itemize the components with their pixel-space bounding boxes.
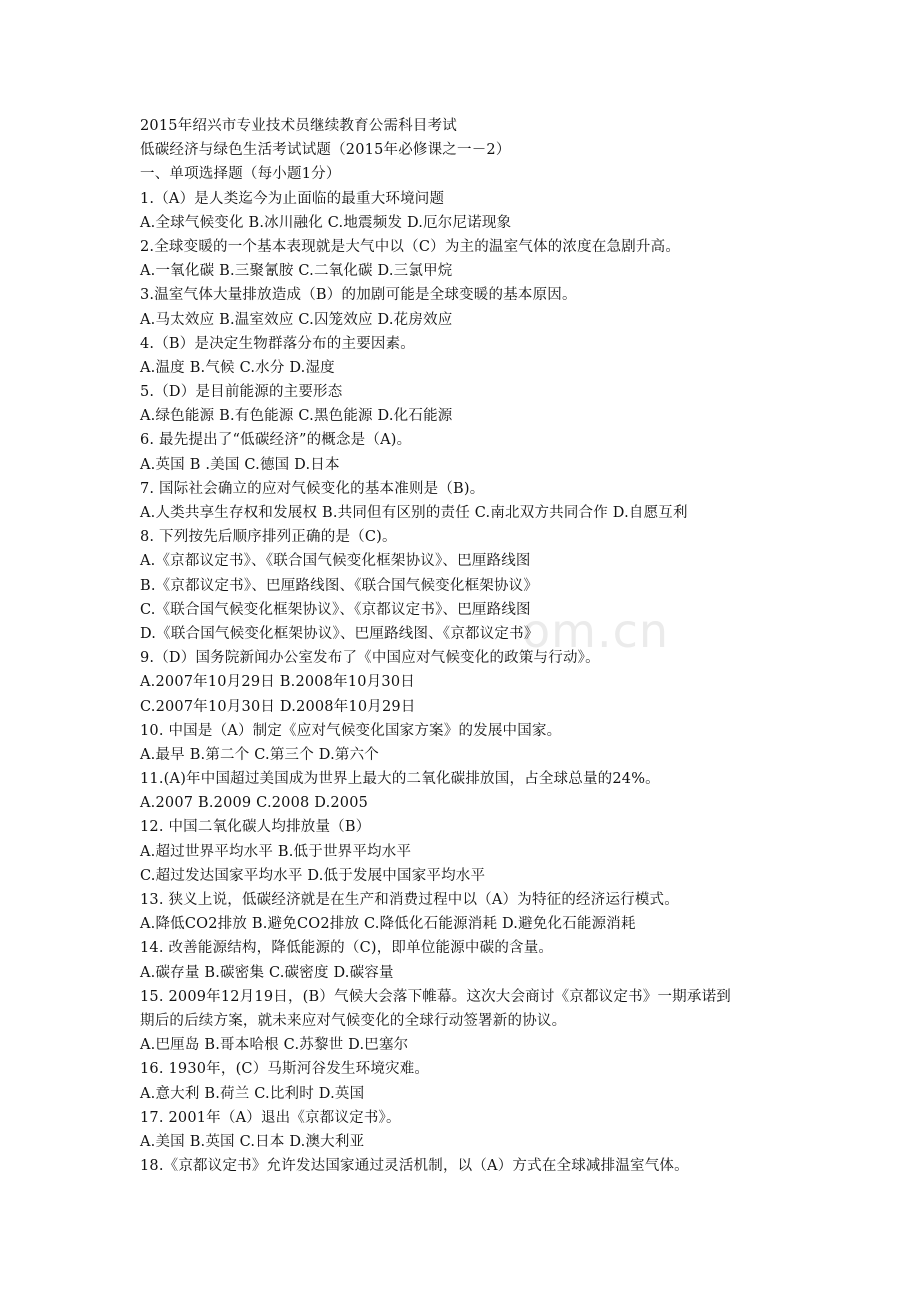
question-9: 9.（D）国务院新闻办公室发布了《中国应对气候变化的政策与行动》。 <box>140 650 600 667</box>
options-9-cd: C.2007年10月30日 D.2008年10月29日 <box>140 698 416 715</box>
question-1: 1.（A）是人类迄今为止面临的最重大环境问题 <box>140 190 445 207</box>
options-2: A.一氧化碳 B.三聚氰胺 C.二氧化碳 D.三氯甲烷 <box>140 263 453 280</box>
question-15-line2: 期后的后续方案，就未来应对气候变化的全球行动签署新的协议。 <box>140 1012 567 1029</box>
question-15-line1: 15. 2009年12月19日，(B）气候大会落下帷幕。这次大会商讨《京都议定书》一期承诺到 <box>140 988 731 1005</box>
question-3: 3.温室气体大量排放造成（B）的加剧可能是全球变暖的基本原因。 <box>140 287 577 304</box>
options-13: A.降低CO2排放 B.避免CO2排放 C.降低化石能源消耗 D.避免化石能源消耗 <box>140 916 636 933</box>
doc-subtitle: 低碳经济与绿色生活考试试题（2015年必修课之一－2） <box>140 142 511 159</box>
watermark: om.cn <box>522 604 670 658</box>
options-17: A.美国 B.英国 C.日本 D.澳大利亚 <box>140 1133 365 1150</box>
options-9-ab: A.2007年10月29日 B.2008年10月30日 <box>140 674 415 691</box>
question-7: 7. 国际社会确立的应对气候变化的基本准则是（B)。 <box>140 480 485 497</box>
question-12: 12. 中国二氧化碳人均排放量（B） <box>140 819 371 836</box>
document-body <box>140 114 800 1178</box>
question-16: 16. 1930年，(C）马斯河谷发生环境灾难。 <box>140 1061 430 1078</box>
options-6: A.英国 B .美国 C.德国 D.日本 <box>140 456 340 473</box>
doc-title: 2015年绍兴市专业技术员继续教育公需科目考试 <box>140 118 457 134</box>
option-8d: D.《联合国气候变化框架协议》、巴厘路线图、《京都议定书》 <box>140 625 539 642</box>
options-5: A.绿色能源 B.有色能源 C.黑色能源 D.化石能源 <box>140 408 453 425</box>
question-10: 10. 中国是（A）制定《应对气候变化国家方案》的发展中国家。 <box>140 722 562 739</box>
question-13: 13. 狭义上说，低碳经济就是在生产和消费过程中以（A）为特征的经济运行模式。 <box>140 892 679 908</box>
question-17: 17. 2001年（A）退出《京都议定书》。 <box>140 1109 401 1126</box>
options-3: A.马太效应 B.温室效应 C.囚笼效应 D.花房效应 <box>140 311 453 328</box>
question-2: 2.全球变暖的一个基本表现就是大气中以（C）为主的温室气体的浓度在急剧升高。 <box>140 238 681 255</box>
option-8b: B.《京都议定书》、巴厘路线图、《联合国气候变化框架协议》 <box>140 577 539 594</box>
options-12-ab: A.超过世界平均水平 B.低于世界平均水平 <box>140 843 412 860</box>
option-8c: C.《联合国气候变化框架协议》、《京都议定书》、巴厘路线图 <box>140 601 531 618</box>
section-heading: 一、单项选择题（每小题1分） <box>140 166 341 183</box>
options-4: A.温度 B.气候 C.水分 D.湿度 <box>140 359 335 376</box>
options-12-cd: C.超过发达国家平均水平 D.低于发展中国家平均水平 <box>140 867 486 884</box>
question-11: 11.(A)年中国超过美国成为世界上最大的二氧化碳排放国，占全球总量的24%。 <box>140 771 660 788</box>
option-8a: A.《京都议定书》、《联合国气候变化框架协议》、巴厘路线图 <box>140 553 531 570</box>
options-16: A.意大利 B.荷兰 C.比利时 D.英国 <box>140 1085 365 1102</box>
options-10: A.最早 B.第二个 C.第三个 D.第六个 <box>140 746 379 763</box>
options-1: A.全球气候变化 B.冰川融化 C.地震频发 D.厄尔尼诺现象 <box>140 214 512 231</box>
question-18: 18.《京都议定书》允许发达国家通过灵活机制，以（A）方式在全球减排温室气体。 <box>140 1158 689 1175</box>
options-7: A.人类共享生存权和发展权 B.共同但有区别的责任 C.南北双方共同合作 D.自愿互利 <box>140 505 688 521</box>
question-4: 4.（B）是决定生物群落分布的主要因素。 <box>140 335 415 352</box>
question-5: 5.（D）是目前能源的主要形态 <box>140 384 343 401</box>
question-14: 14. 改善能源结构，降低能源的（C)，即单位能源中碳的含量。 <box>140 940 554 957</box>
options-15: A.巴厘岛 B.哥本哈根 C.苏黎世 D.巴塞尔 <box>140 1037 409 1054</box>
question-6: 6. 最先提出了“低碳经济”的概念是（A)。 <box>140 432 412 449</box>
options-11: A.2007 B.2009 C.2008 D.2005 <box>140 795 369 812</box>
question-8: 8. 下列按先后顺序排列正确的是（C)。 <box>140 529 397 546</box>
options-14: A.碳存量 B.碳密集 C.碳密度 D.碳容量 <box>140 964 394 981</box>
